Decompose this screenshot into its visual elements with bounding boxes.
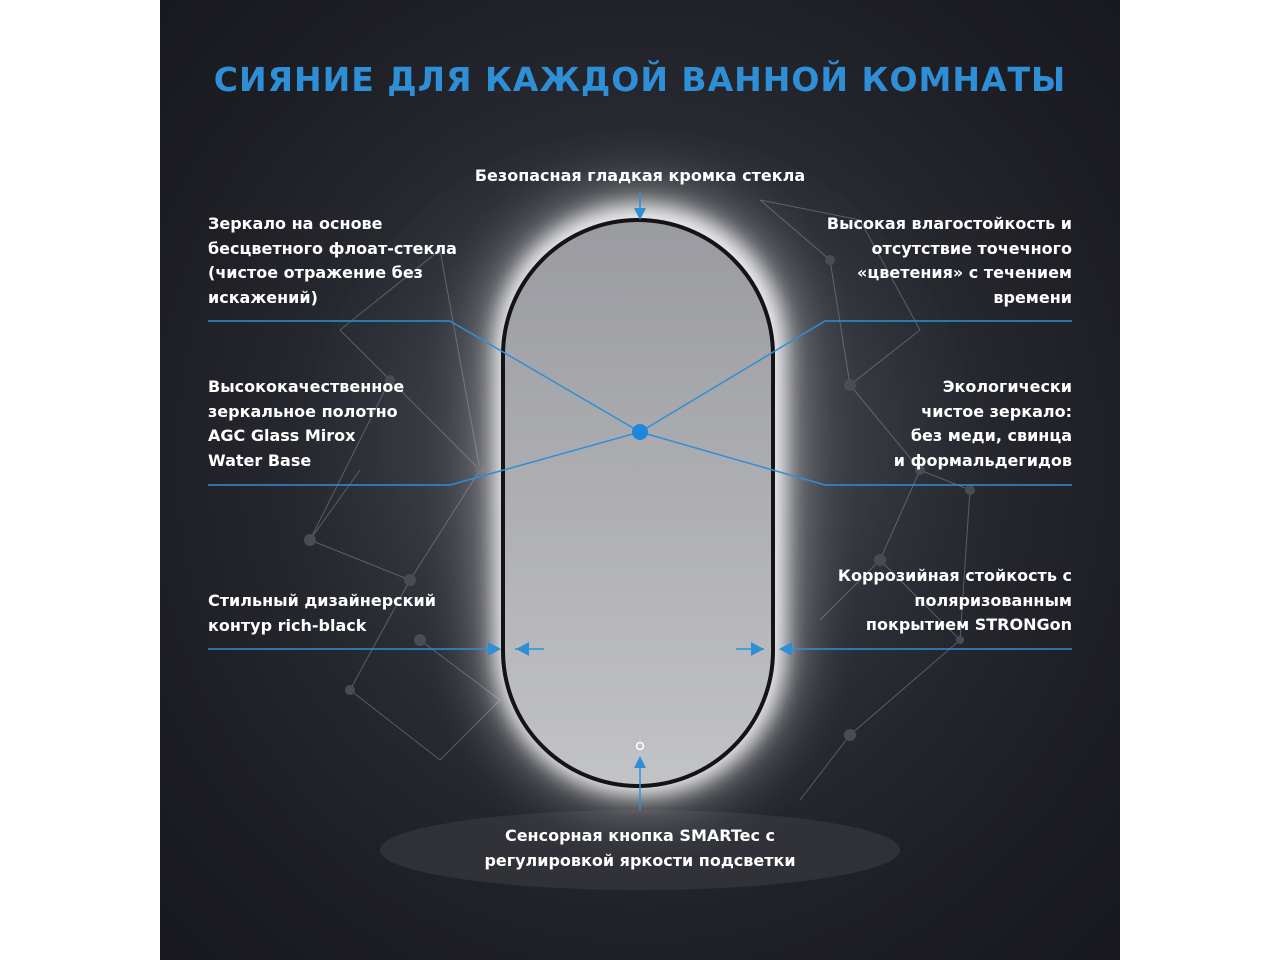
label-corrosion-resistance [838,564,1072,638]
mirror-illustration [160,0,1120,960]
label-line: Сенсорная кнопка SMARTec с [504,826,776,845]
page-title: СИЯНИЕ ДЛЯ КАЖДОЙ ВАННОЙ КОМНАТЫ [213,60,1067,99]
label-line: Коррозийная стойкость с [837,566,1072,585]
label-line: бесцветного флоат-стекла [208,238,457,258]
label-line: чистое зеркало: [921,401,1072,421]
label-line: без меди, свинца [910,426,1072,445]
oval-mirror [503,220,773,786]
label-line: и формальдегидов [893,450,1072,470]
center-point-marker [632,424,648,440]
label-line: «цветения» с течением [857,263,1072,282]
label-eco-mirror [894,375,1072,473]
label-line: Высокая влагостойкость и [826,214,1072,233]
label-line: поляризованным [914,590,1072,610]
label-line: покрытием STRONGon [865,615,1072,634]
label-line: (чистое отражение без [208,263,423,282]
label-line: отсутствие точечного [871,238,1072,258]
label-line: искажений) [208,287,318,307]
label-agc-mirox [208,375,404,473]
label-line: регулировкой яркости подсветки [484,850,796,870]
label-line: Высококачественное [208,377,405,396]
label-line: Экологически [942,377,1072,396]
label-line: зеркальное полотно [208,401,398,421]
label-line: контур rich-black [208,615,367,635]
label-line: Стильный дизайнерский [208,591,436,610]
label-smartec-button [160,824,1120,873]
label-line: времени [993,287,1072,307]
label-glass-edge [160,164,1120,189]
label-line: Water Base [208,450,312,470]
label-line: Безопасная гладкая кромка стекла [474,166,806,185]
infographic-panel [160,0,1120,960]
label-moisture-resistance [827,212,1072,310]
label-float-glass [208,212,457,310]
label-line: AGC Glass Mirox [208,426,356,445]
label-line: Зеркало на основе [208,214,383,233]
label-rich-black-contour [208,589,436,638]
